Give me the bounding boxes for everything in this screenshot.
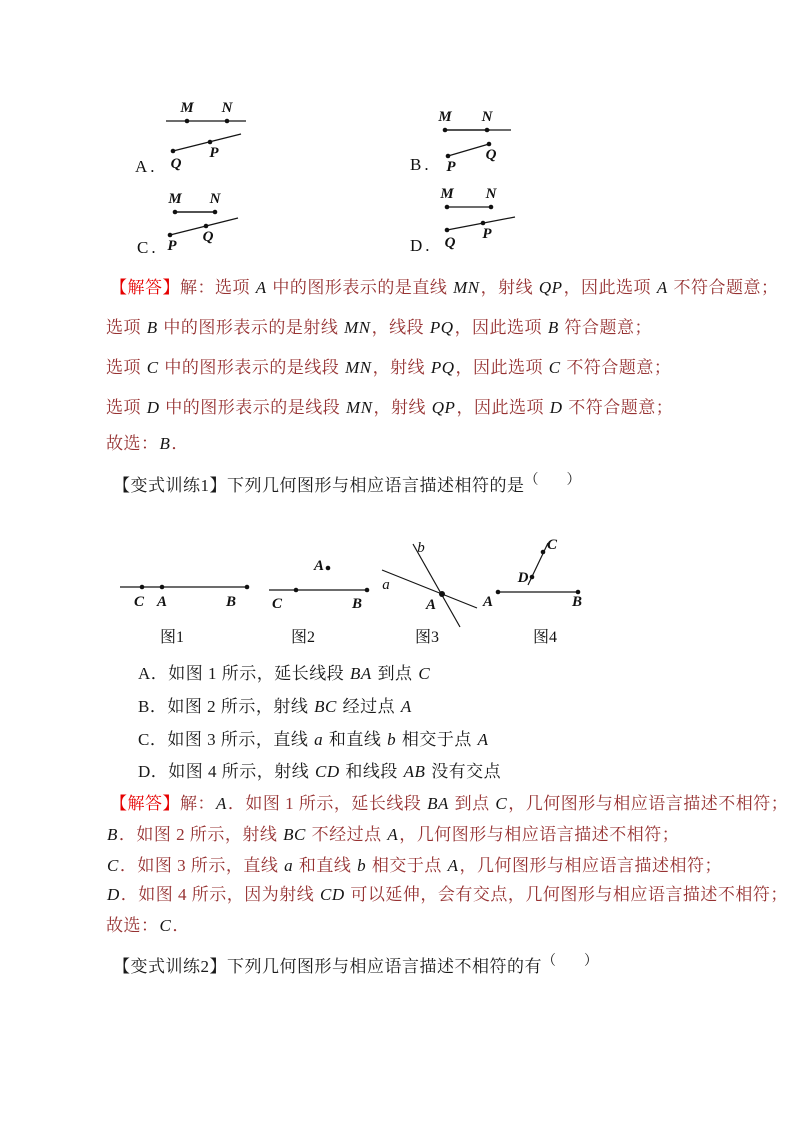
label-a: A — [425, 597, 437, 613]
choice-letter-a: A. — [135, 157, 158, 176]
point-a — [496, 590, 501, 595]
figure-1 — [110, 553, 262, 648]
choice-letter-d: D. — [410, 236, 433, 255]
label-d: D — [517, 570, 529, 586]
point-c — [294, 588, 299, 593]
point-m — [443, 128, 448, 133]
solution1-line-3: 选项 C 中的图形表示的是线段 MN，射线 PQ，因此选项 C 不符合题意； — [106, 358, 672, 377]
point-b — [365, 588, 370, 593]
point-b — [245, 585, 250, 590]
point-c — [541, 550, 546, 555]
point-p — [168, 233, 173, 238]
choice-b-diagram — [405, 103, 590, 183]
question1-title: 【变式训练1】下列几何图形与相应语言描述相符的是（ ） — [113, 473, 581, 495]
label-m: M — [438, 109, 452, 125]
ray-qp — [173, 134, 241, 151]
point-n — [225, 119, 230, 124]
solution2-answer: 故选：C． — [106, 916, 190, 935]
point-m — [173, 210, 178, 215]
label-n: N — [481, 109, 493, 125]
solution2-line-4: D．如图 4 所示，因为射线 CD 可以延伸，会有交点，几何图形与相应语言描述不相符； — [107, 885, 788, 904]
figure-3-caption: 图3 — [414, 629, 440, 646]
point-a-intersection — [439, 591, 445, 597]
choice-letter-c: C. — [137, 238, 159, 257]
point-q — [445, 228, 450, 233]
point-q — [487, 142, 492, 147]
label-m: M — [168, 191, 182, 207]
label-p: P — [209, 145, 219, 161]
label-p: P — [482, 226, 492, 242]
figure-3 — [373, 528, 488, 650]
figure-4-caption: 图4 — [532, 629, 558, 646]
point-a — [160, 585, 165, 590]
label-line-a: a — [382, 577, 390, 593]
point-p — [481, 221, 486, 226]
label-p: P — [446, 159, 456, 175]
label-n: N — [485, 186, 497, 202]
choice-a-diagram — [130, 95, 315, 185]
label-a: A — [482, 594, 494, 610]
solution1-line-2: 选项 B 中的图形表示的是射线 MN，线段 PQ，因此选项 B 符合题意； — [106, 318, 652, 337]
option-a: A．如图 1 所示，延长线段 BA 到点 C — [138, 664, 431, 683]
label-p: P — [167, 238, 177, 254]
label-m: M — [180, 100, 194, 116]
label-q: Q — [485, 147, 497, 163]
option-c: C．如图 3 所示，直线 a 和直线 b 相交于点 A — [138, 730, 489, 749]
label-b: B — [351, 596, 363, 612]
label-a: A — [156, 594, 168, 610]
label-c: C — [271, 596, 283, 612]
point-p — [446, 154, 451, 159]
point-m — [445, 205, 450, 210]
figure-1-caption: 图1 — [159, 629, 185, 646]
label-a: A — [313, 558, 325, 574]
choice-d-diagram — [405, 180, 590, 265]
question2-title: 【变式训练2】下列几何图形与相应语言描述不相符的有（ ） — [113, 954, 598, 976]
point-d — [530, 575, 535, 580]
point-n — [213, 210, 218, 215]
figure-4 — [478, 528, 616, 650]
solution1-line-4: 选项 D 中的图形表示的是线段 MN，射线 QP，因此选项 D 不符合题意； — [106, 398, 674, 417]
point-n — [485, 128, 490, 133]
label-c: C — [133, 594, 145, 610]
solution2-line-2: B．如图 2 所示，射线 BC 不经过点 A，几何图形与相应语言描述不相符； — [107, 825, 680, 844]
segment-pq — [448, 144, 489, 156]
point-a — [326, 566, 331, 571]
label-q: Q — [202, 229, 214, 245]
figure-2-caption: 图2 — [290, 629, 316, 646]
solution2-line-3: C．如图 3 所示，直线 a 和直线 b 相交于点 A，几何图形与相应语言描述相符； — [107, 856, 722, 875]
choice-c-diagram — [130, 185, 315, 265]
choice-letter-b: B. — [410, 155, 432, 174]
label-n: N — [221, 100, 233, 116]
point-m — [185, 119, 190, 124]
option-b: B．如图 2 所示，射线 BC 经过点 A — [138, 697, 412, 716]
label-line-b: b — [417, 540, 425, 556]
solution2-line-1: 【解答】解：A．如图 1 所示，延长线段 BA 到点 C，几何图形与相应语言描述不相符； — [110, 794, 789, 813]
solution1-answer: 故选：B． — [106, 434, 189, 453]
label-b: B — [571, 594, 583, 610]
point-n — [489, 205, 494, 210]
option-d: D．如图 4 所示，射线 CD 和线段 AB 没有交点 — [138, 762, 502, 781]
label-m: M — [440, 186, 454, 202]
point-q — [171, 149, 176, 154]
solution1-line-1: 【解答】解：选项 A 中的图形表示的是直线 MN，射线 QP，因此选项 A 不符合题意； — [110, 278, 779, 297]
point-q — [204, 224, 209, 229]
label-q: Q — [444, 235, 456, 251]
label-c: C — [546, 537, 558, 553]
label-n: N — [209, 191, 221, 207]
label-q: Q — [170, 156, 182, 172]
point-p — [208, 140, 213, 145]
point-c — [140, 585, 145, 590]
label-b: B — [225, 594, 237, 610]
